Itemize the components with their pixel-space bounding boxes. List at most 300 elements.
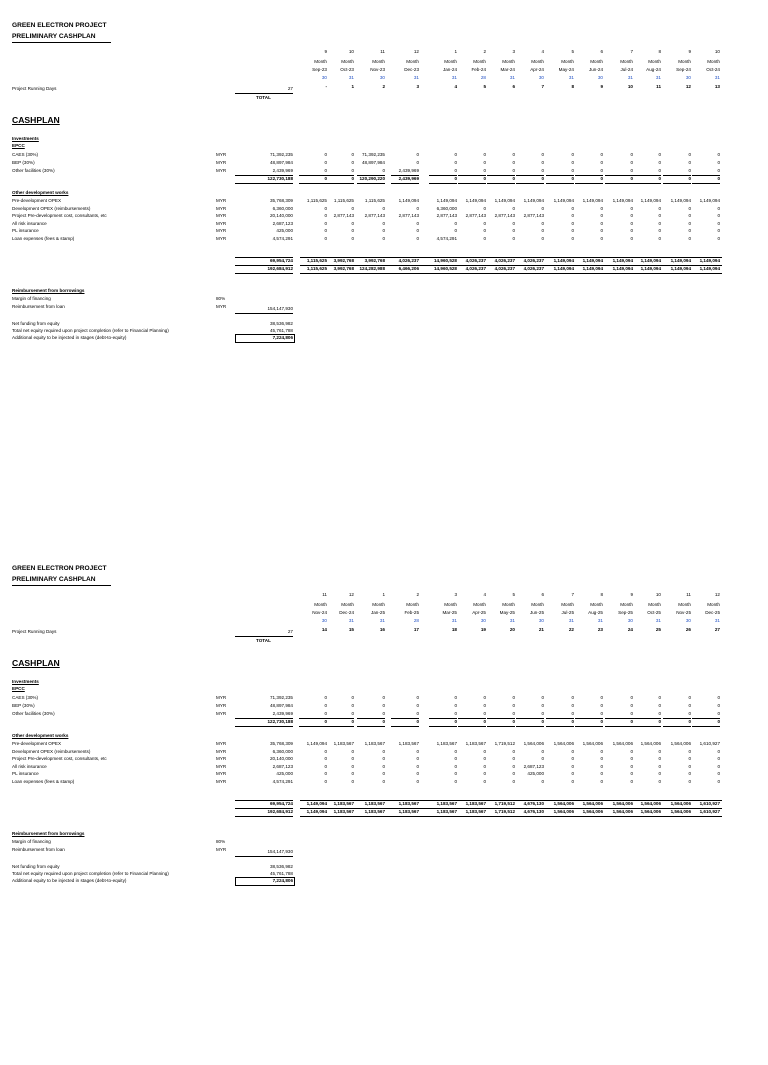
row-value: 1,183,567	[436, 741, 457, 746]
row-value: 0	[541, 756, 544, 762]
other-works-subtotal-value: 14,960,528	[434, 258, 457, 263]
row-value: 0	[454, 220, 457, 226]
additional-equity-label: Additional equity to be injected in stages (debt-to-equity)	[12, 878, 127, 883]
grand-total-value: 1,183,567	[364, 809, 385, 814]
row-unit: MYR	[216, 771, 227, 777]
row-value: 0	[658, 228, 661, 234]
row-value: 0	[717, 220, 720, 226]
row-value: 0	[483, 748, 486, 754]
header-days: 30	[538, 75, 544, 80]
other-works-subtotal-value: 1,149,094	[640, 258, 661, 263]
header-month: Dec-24	[339, 610, 354, 615]
subtotal-underline	[633, 726, 661, 727]
row-value: 1,183,567	[465, 741, 486, 746]
cashplan-subtitle: PRELIMINARY CASHPLAN	[12, 576, 96, 583]
row-value: 4,574,291	[436, 236, 457, 241]
row-value: 0	[512, 779, 515, 784]
investments-subtotal-value: 0	[454, 719, 457, 724]
investments-subtotal-value: 0	[600, 176, 603, 181]
row-value: 0	[717, 771, 720, 777]
investments-subtotal: 122,730,188	[267, 176, 293, 181]
header-index: 8	[658, 49, 661, 54]
row-unit: MYR	[216, 220, 227, 226]
row-value: 0	[416, 220, 419, 226]
subtotal-underline	[633, 183, 661, 184]
row-value: 0	[512, 771, 515, 777]
grand-total-value: 1,149,094	[612, 266, 633, 271]
net-equity-label: Net funding from equity	[12, 864, 60, 869]
header-days: 30	[321, 75, 327, 80]
investments-subtotal-value: 0	[483, 719, 486, 724]
row-value: 0	[416, 756, 419, 762]
grand-total-value: 1,564,006	[553, 809, 574, 814]
row-unit: MYR	[216, 779, 227, 784]
row-value: 0	[483, 779, 486, 784]
investments-subtotal-value: 120,290,220	[359, 176, 385, 181]
row-value: 0	[382, 703, 385, 708]
row-value: 2,877,143	[523, 213, 544, 219]
row-value: 0	[688, 703, 691, 708]
other-works-subtotal-value: 1,564,006	[640, 801, 661, 806]
row-value: 1,149,094	[699, 198, 720, 203]
row-value: 0	[483, 703, 486, 708]
row-value: 0	[600, 160, 603, 165]
grand-total-value: 1,183,567	[398, 809, 419, 814]
investments-subtotal-value: 0	[483, 176, 486, 181]
row-value: 0	[541, 779, 544, 784]
header-days: 31	[451, 618, 457, 623]
header-month-word: Month	[444, 602, 457, 607]
header-month: Nov-25	[676, 610, 691, 615]
row-value: 0	[324, 771, 327, 777]
row-value: 0	[541, 168, 544, 173]
header-month: Apr-24	[530, 67, 544, 72]
header-index: 12	[714, 592, 720, 597]
running-days-label: Project Running Days	[12, 629, 57, 634]
subtotal-underline	[692, 726, 720, 727]
epcc-label: EPCC	[12, 686, 25, 691]
row-value: 0	[483, 220, 486, 226]
header-month-word: Month	[502, 602, 515, 607]
grand-total-value: 1,149,094	[670, 266, 691, 271]
row-value: 0	[541, 703, 544, 708]
row-value: 0	[688, 220, 691, 226]
row-total: 2,439,969	[272, 168, 293, 173]
header-month-word: Month	[406, 602, 419, 607]
row-value: 0	[600, 236, 603, 241]
investments-subtotal-value: 0	[600, 719, 603, 724]
investments-subtotal-value: 0	[512, 176, 515, 181]
header-month: Aug-25	[588, 610, 603, 615]
row-value: 0	[658, 160, 661, 165]
header-index: 6	[541, 592, 544, 597]
row-value: 1,149,094	[582, 198, 603, 203]
row-value: 1,564,006	[612, 741, 633, 746]
row-value: 0	[416, 152, 419, 157]
header-index: 12	[413, 49, 419, 54]
row-value: 0	[717, 228, 720, 234]
header-month: Mar-25	[442, 610, 457, 615]
investments-subtotal-value: 0	[630, 176, 633, 181]
row-value: 0	[351, 220, 354, 226]
other-works-subtotal-value: 1,183,567	[465, 801, 486, 806]
header-index: 4	[541, 49, 544, 54]
row-value: 0	[688, 205, 691, 211]
row-value: 0	[717, 703, 720, 708]
row-value: 0	[454, 711, 457, 716]
header-index: 3	[454, 592, 457, 597]
row-value: 0	[483, 236, 486, 241]
other-works-subtotal-value: 1,564,006	[553, 801, 574, 806]
other-works-subtotal-value: 1,564,006	[612, 801, 633, 806]
row-value: 0	[571, 695, 574, 700]
row-value: 0	[571, 771, 574, 777]
header-month-word: Month	[502, 59, 515, 64]
header-running-day: 13	[714, 84, 720, 89]
header-month: Jun-24	[588, 67, 603, 72]
running-days-total: 27	[287, 629, 293, 634]
row-value: 0	[351, 703, 354, 708]
row-label: Other facilities (30%)	[12, 168, 55, 173]
other-works-subtotal-value: 1,183,567	[398, 801, 419, 806]
row-value: 0	[630, 763, 633, 769]
header-running-day: 24	[627, 627, 633, 632]
header-index: 10	[714, 49, 720, 54]
row-value: 2,877,143	[494, 213, 515, 219]
row-value: 1,149,094	[494, 198, 515, 203]
row-value: 0	[324, 220, 327, 226]
header-index: 12	[348, 592, 354, 597]
row-value: 0	[324, 213, 327, 219]
header-month-word: Month	[531, 602, 544, 607]
grand-total-value: 1,183,567	[436, 809, 457, 814]
row-value: 0	[351, 756, 354, 762]
header-index: 7	[630, 49, 633, 54]
row-value: 0	[630, 756, 633, 762]
row-value: 0	[717, 763, 720, 769]
header-index: 5	[571, 49, 574, 54]
row-value: 0	[454, 168, 457, 173]
row-value: 0	[324, 228, 327, 234]
investments-subtotal-value: 0	[454, 176, 457, 181]
header-month: Jul-24	[620, 67, 633, 72]
row-value: 0	[717, 748, 720, 754]
header-running-day: 10	[627, 84, 633, 89]
reimbursement-loan-label: Reimbursement from loan	[12, 847, 65, 852]
header-days: 30	[379, 75, 385, 80]
subtotal-underline	[575, 726, 603, 727]
header-index: 4	[483, 592, 486, 597]
row-value: 0	[324, 748, 327, 754]
row-value: 1,149,094	[553, 198, 574, 203]
row-value: 0	[483, 763, 486, 769]
row-value: 1,719,512	[494, 741, 515, 746]
row-value: 0	[630, 695, 633, 700]
header-month: Nov-23	[370, 67, 385, 72]
row-value: 0	[571, 220, 574, 226]
row-value: 0	[416, 711, 419, 716]
row-value: 0	[382, 771, 385, 777]
header-days: 31	[597, 618, 603, 623]
other-works-subtotal-value: 1,149,094	[582, 258, 603, 263]
subtotal-underline	[391, 183, 419, 184]
row-total: 4,574,291	[272, 779, 293, 784]
row-value: 0	[351, 152, 354, 157]
row-value: 0	[351, 160, 354, 165]
row-value: 0	[351, 236, 354, 241]
row-value: 1,149,094	[640, 198, 661, 203]
row-value: 0	[658, 779, 661, 784]
header-running-day: 19	[480, 627, 486, 632]
header-month-word: Month	[531, 59, 544, 64]
row-value: 0	[454, 228, 457, 234]
header-running-day: 6	[512, 84, 515, 89]
row-value: 0	[600, 703, 603, 708]
other-works-subtotal-value: 3,992,768	[364, 258, 385, 263]
row-value: 0	[571, 779, 574, 784]
row-value: 0	[416, 160, 419, 165]
row-value: 0	[512, 228, 515, 234]
investments-subtotal-value: 0	[512, 719, 515, 724]
header-month-word: Month	[561, 59, 574, 64]
row-unit: MYR	[216, 236, 227, 241]
row-label: Project Pre-development cost, consultants, etc	[12, 756, 107, 762]
header-running-day: 17	[413, 627, 419, 632]
row-total: 71,392,235	[270, 695, 293, 700]
grand-total: 192,684,912	[267, 266, 293, 271]
row-value: 0	[600, 748, 603, 754]
subtotal-underline	[546, 726, 574, 727]
row-unit: MYR	[216, 168, 227, 173]
grand-total-underline	[300, 816, 722, 817]
additional-equity-value: 7,224,806	[272, 878, 293, 883]
other-works-subtotal-value: 3,992,768	[333, 258, 354, 263]
subtotal-underline	[299, 183, 327, 184]
row-value: 0	[717, 695, 720, 700]
investments-subtotal-value: 0	[658, 719, 661, 724]
other-works-subtotal-value: 1,610,927	[699, 801, 720, 806]
other-works-subtotal-value: 1,149,094	[670, 258, 691, 263]
total-equity-label: Total net equity required upon project completion (refer to Financial Planning)	[12, 871, 169, 876]
row-value: 0	[351, 228, 354, 234]
header-month: Jan-25	[370, 610, 385, 615]
header-index: 11	[686, 592, 691, 597]
cashplan-section	[0, 22, 768, 522]
row-value: 0	[600, 779, 603, 784]
subtotal-underline	[458, 183, 486, 184]
total-overline	[235, 93, 293, 94]
header-index: 1	[382, 592, 385, 597]
header-running-day: 21	[538, 627, 544, 632]
row-value: 0	[512, 160, 515, 165]
row-label: CAES (30%)	[12, 152, 39, 157]
row-value: 0	[483, 160, 486, 165]
row-value: 1,564,006	[640, 741, 661, 746]
row-label: All risk insurance	[12, 220, 47, 226]
row-value: 0	[351, 711, 354, 716]
row-value: 0	[382, 205, 385, 211]
row-value: 0	[571, 205, 574, 211]
row-value: 0	[454, 779, 457, 784]
row-value: 0	[416, 236, 419, 241]
row-value: 1,564,006	[582, 741, 603, 746]
row-value: 0	[382, 779, 385, 784]
grand-total-value: 4,026,237	[523, 266, 544, 271]
row-value: 0	[512, 152, 515, 157]
row-value: 0	[688, 695, 691, 700]
row-total: 2,439,969	[272, 711, 293, 716]
row-value: 0	[600, 213, 603, 219]
row-value: 0	[630, 220, 633, 226]
header-month: Oct-23	[340, 67, 354, 72]
row-value: 0	[688, 763, 691, 769]
row-value: 0	[658, 213, 661, 219]
header-running-day: 5	[483, 84, 486, 89]
net-equity-value: 38,536,982	[270, 864, 293, 869]
header-days: 31	[568, 618, 574, 623]
row-value: 0	[382, 748, 385, 754]
row-value: 1,149,094	[436, 198, 457, 203]
header-month-word: Month	[341, 59, 354, 64]
row-value: 0	[688, 228, 691, 234]
reimbursement-loan-value: 154,147,930	[267, 306, 293, 311]
row-value: 0	[600, 152, 603, 157]
row-value: 0	[688, 711, 691, 716]
row-value: 0	[512, 748, 515, 754]
header-running-day: -	[325, 84, 327, 89]
row-value: 1,183,567	[333, 741, 354, 746]
row-value: 2,439,969	[398, 168, 419, 173]
investments-label: Investments	[12, 136, 39, 141]
row-value: 0	[416, 703, 419, 708]
investments-subtotal-value: 0	[630, 719, 633, 724]
row-value: 0	[600, 220, 603, 226]
subtotal-underline	[516, 726, 544, 727]
investments-subtotal-value: 0	[324, 176, 327, 181]
row-value: 0	[658, 703, 661, 708]
header-index: 1	[454, 49, 457, 54]
row-value: 0	[416, 771, 419, 777]
row-value: 0	[571, 711, 574, 716]
row-label: Pre-development OPEX	[12, 198, 62, 203]
margin-value: 80%	[216, 296, 226, 301]
cashplan-section	[0, 565, 768, 1065]
header-month-word: Month	[341, 602, 354, 607]
row-value: 0	[571, 703, 574, 708]
header-month-word: Month	[620, 602, 633, 607]
epcc-label: EPCC	[12, 143, 25, 148]
row-value: 0	[416, 763, 419, 769]
row-total: 425,000	[276, 228, 293, 234]
reimbursement-label: Reimbursement from borrowings	[12, 288, 85, 293]
subtotal-underline	[235, 726, 293, 727]
header-index: 5	[512, 592, 515, 597]
header-index: 7	[571, 592, 574, 597]
header-days: 31	[379, 618, 385, 623]
investments-subtotal-value: 0	[658, 176, 661, 181]
header-index: 10	[348, 49, 354, 54]
row-value: 0	[541, 748, 544, 754]
grand-total-value: 1,610,927	[699, 809, 720, 814]
header-month-word: Month	[473, 59, 486, 64]
row-value: 0	[483, 168, 486, 173]
row-value: 0	[541, 160, 544, 165]
row-value: 2,877,143	[333, 213, 354, 219]
investments-subtotal-value: 0	[416, 719, 419, 724]
row-value: 0	[541, 228, 544, 234]
row-value: 0	[351, 695, 354, 700]
row-value: 0	[324, 779, 327, 784]
row-value: 2,877,143	[364, 213, 385, 219]
header-month-word: Month	[707, 602, 720, 607]
row-value: 0	[630, 152, 633, 157]
row-value: 0	[382, 168, 385, 173]
row-value: 0	[688, 168, 691, 173]
row-value: 0	[382, 228, 385, 234]
header-month-word: Month	[707, 59, 720, 64]
row-value: 0	[512, 695, 515, 700]
row-value: 0	[512, 711, 515, 716]
margin-label: Margin of financing	[12, 296, 51, 301]
row-value: 0	[571, 228, 574, 234]
header-days: 31	[714, 75, 720, 80]
header-month: Nov-24	[312, 610, 327, 615]
row-label: Development OPEX (reimbursements)	[12, 748, 91, 754]
header-days: 31	[568, 75, 574, 80]
investments-subtotal-value: 0	[541, 176, 544, 181]
margin-label: Margin of financing	[12, 839, 51, 844]
row-value: 0	[688, 771, 691, 777]
row-unit: MYR	[216, 741, 227, 746]
header-running-day: 25	[655, 627, 661, 632]
additional-equity-label: Additional equity to be injected in stages (debt-to-equity)	[12, 335, 127, 340]
row-value: 0	[512, 205, 515, 211]
total-equity-label: Total net equity required upon project completion (refer to Financial Planning)	[12, 328, 169, 333]
row-value: 0	[512, 763, 515, 769]
other-works-subtotal-value: 1,183,567	[333, 801, 354, 806]
row-unit: MYR	[216, 205, 227, 211]
grand-total-value: 1,149,094	[582, 266, 603, 271]
row-value: 0	[454, 152, 457, 157]
row-value: 0	[483, 228, 486, 234]
row-value: 0	[541, 695, 544, 700]
row-value: 0	[688, 213, 691, 219]
row-value: 0	[717, 205, 720, 211]
header-running-day: 4	[454, 84, 457, 89]
row-unit: MYR	[216, 228, 227, 234]
header-days: 30	[597, 75, 603, 80]
investments-label: Investments	[12, 679, 39, 684]
row-value: 0	[571, 763, 574, 769]
row-value: 0	[324, 205, 327, 211]
row-value: 0	[630, 213, 633, 219]
investments-subtotal-value: 0	[717, 719, 720, 724]
header-index: 9	[688, 49, 691, 54]
row-value: 0	[416, 748, 419, 754]
row-value: 0	[541, 152, 544, 157]
running-days-label: Project Running Days	[12, 86, 57, 91]
row-value: 1,149,094	[306, 741, 327, 746]
header-days: 28	[413, 618, 419, 623]
investments-subtotal-value: 0	[351, 719, 354, 724]
grand-total-value: 6,466,206	[398, 266, 419, 271]
other-works-subtotal-value: 1,564,006	[670, 801, 691, 806]
row-value: 0	[571, 152, 574, 157]
subtotal-underline	[429, 183, 457, 184]
other-works-subtotal-value: 4,026,237	[494, 258, 515, 263]
header-month: Dec-23	[404, 67, 419, 72]
other-works-subtotal-value: 1,719,512	[494, 801, 515, 806]
